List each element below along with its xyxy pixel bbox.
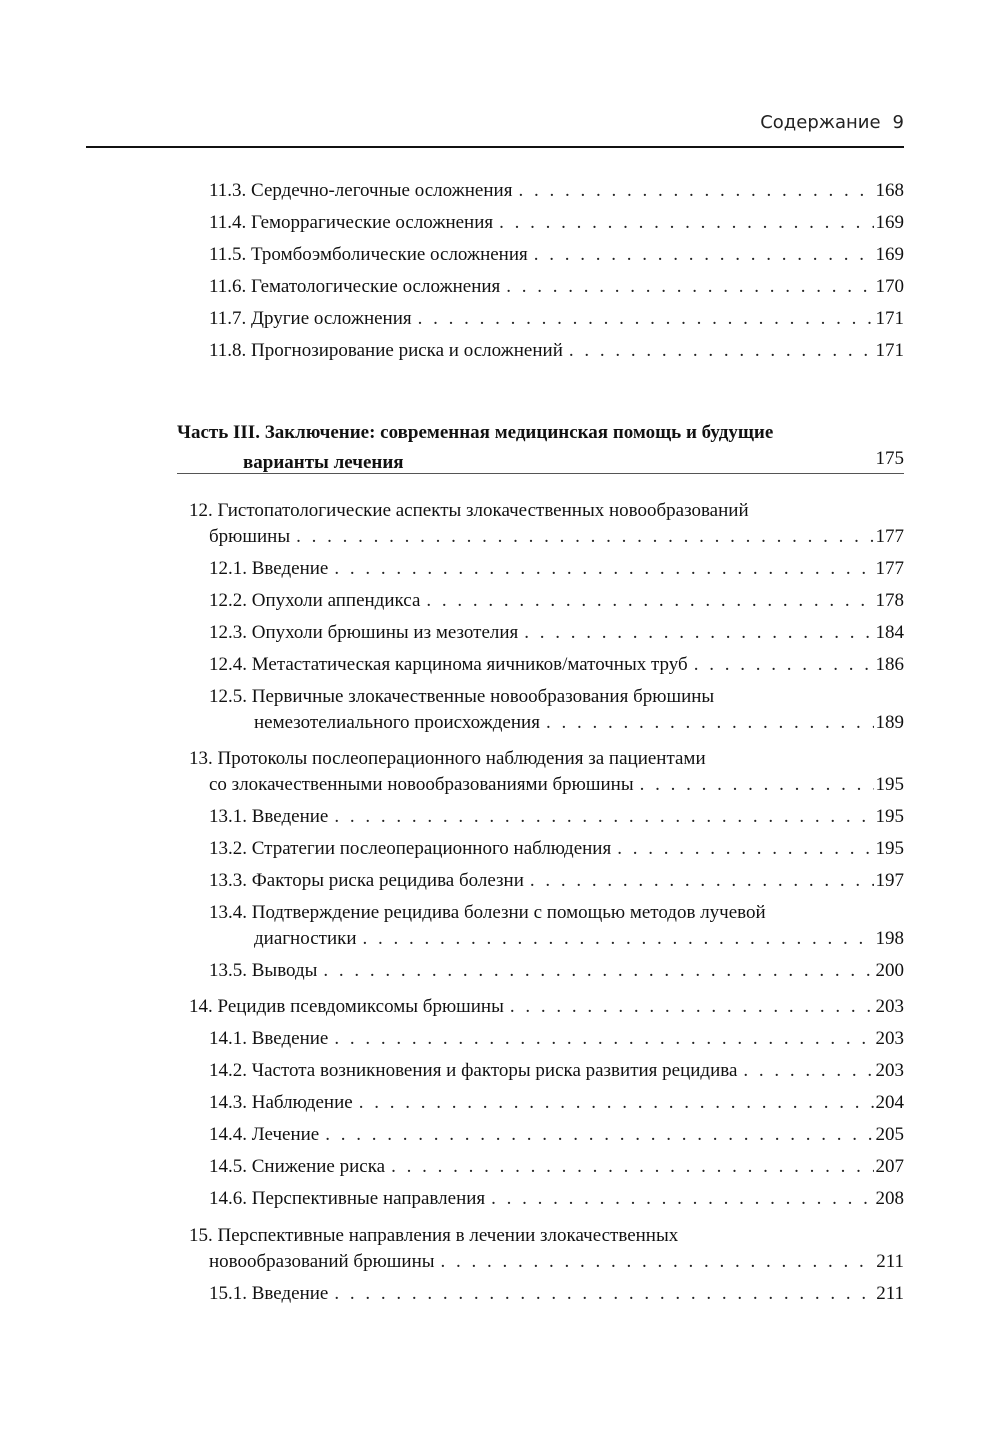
toc-entry-page: 205	[875, 1124, 904, 1145]
toc-entry-label: 13.4. Подтверждение рецидива болезни с помощью методов лучевой	[209, 902, 766, 923]
toc-entry-label: 12.3. Опухоли брюшины из мезотелия	[209, 622, 519, 643]
toc-entry-label: 11.3. Сердечно-легочные осложнения	[209, 180, 513, 201]
chapter-entry-14	[189, 994, 904, 1020]
leader-dots	[426, 588, 873, 614]
toc-entry	[209, 588, 904, 614]
toc-entry-page: 204	[875, 1092, 904, 1113]
chapter-title-13: 13. Протоколы послеоперационного наблюдения за пациентами	[189, 748, 706, 769]
toc-entry-label: 13.2. Стратегии послеоперационного наблюдения	[209, 838, 612, 859]
leader-dots	[499, 210, 873, 236]
toc-entry-label: диагностики	[254, 928, 357, 949]
leader-dots	[546, 710, 874, 736]
leader-dots	[491, 1186, 873, 1212]
toc-entry	[209, 210, 904, 236]
toc-entry-page: 207	[875, 1156, 904, 1177]
leader-dots	[334, 1281, 874, 1307]
toc-entry-page: 195	[875, 806, 904, 827]
leader-dots	[323, 958, 873, 984]
toc-entry-label: 11.8. Прогнозирование риска и осложнений	[209, 340, 563, 361]
leader-dots	[334, 804, 873, 830]
toc-entry	[209, 804, 904, 830]
toc-entry-label: новообразований брюшины	[209, 1251, 435, 1272]
toc-entry-label: 15.1. Введение	[209, 1283, 329, 1304]
toc-entry	[209, 620, 904, 646]
toc-entry-label: 14.4. Лечение	[209, 1124, 320, 1145]
toc-entry	[209, 1186, 904, 1212]
toc-entry	[209, 274, 904, 300]
leader-dots	[363, 926, 874, 952]
leader-dots	[534, 242, 874, 268]
toc-entry-label: 14.6. Перспективные направления	[209, 1188, 486, 1209]
toc-entry-page: 203	[875, 1060, 904, 1081]
toc-entry-page: 168	[875, 180, 904, 201]
toc-entry-label: 11.5. Тромбоэмболические осложнения	[209, 244, 528, 265]
toc-entry-page: 208	[875, 1188, 904, 1209]
header-rule	[86, 146, 904, 148]
toc-entry	[209, 958, 904, 984]
toc-entry	[209, 178, 904, 204]
toc-entry	[209, 1058, 904, 1084]
leader-dots	[296, 524, 873, 550]
part-page: 175	[875, 448, 904, 469]
toc-entry	[209, 772, 904, 798]
toc-entry-label: 12.5. Первичные злокачественные новообразования брюшины	[209, 686, 715, 707]
toc-entry-page: 189	[875, 712, 904, 733]
leader-dots	[325, 1122, 873, 1148]
leader-dots	[524, 620, 873, 646]
leader-dots	[518, 178, 873, 204]
leader-dots	[391, 1154, 873, 1180]
toc-entry	[209, 306, 904, 332]
toc-entry-label: 12.1. Введение	[209, 558, 329, 579]
toc-entry-page: 186	[875, 654, 904, 675]
toc-entry	[209, 1249, 904, 1275]
chapter-title-12: 12. Гистопатологические аспекты злокачественных новообразований	[189, 500, 749, 521]
toc-entry-label: 11.7. Другие осложнения	[209, 308, 412, 329]
toc-entry-label: 13.5. Выводы	[209, 960, 318, 981]
part-title	[177, 418, 773, 478]
part-rule	[177, 473, 904, 474]
leader-dots	[334, 556, 873, 582]
toc-entry	[254, 926, 904, 952]
leader-dots	[530, 868, 874, 894]
toc-entry-label: 14.5. Снижение риска	[209, 1156, 386, 1177]
toc-entry	[209, 868, 904, 894]
toc-entry-page: 171	[875, 340, 904, 361]
toc-entry-page: 211	[876, 1251, 904, 1272]
leader-dots	[441, 1249, 875, 1275]
toc-entry-label: 11.4. Геморрагические осложнения	[209, 212, 494, 233]
toc-entry-label: 14. Рецидив псевдомиксомы брюшины	[189, 996, 504, 1017]
toc-entry-label: 12.2. Опухоли аппендикса	[209, 590, 421, 611]
part-title-line: варианты лечения	[243, 452, 404, 473]
toc-entry	[209, 338, 904, 364]
running-header-title: Содержание	[760, 112, 881, 133]
leader-dots	[334, 1026, 873, 1052]
leader-dots	[359, 1090, 874, 1116]
toc-entry-label: 13.1. Введение	[209, 806, 329, 827]
toc-entry-page: 178	[875, 590, 904, 611]
toc-entry-page: 197	[875, 870, 904, 891]
toc-entry	[209, 1026, 904, 1052]
toc-entry	[209, 524, 904, 550]
toc-entry-label: брюшины	[209, 526, 291, 547]
toc-entry-label: 11.6. Гематологические осложнения	[209, 276, 501, 297]
toc-entry-label: 13.3. Факторы риска рецидива болезни	[209, 870, 524, 891]
toc-entry	[209, 1090, 904, 1116]
toc-entry-page: 171	[875, 308, 904, 329]
toc-entry-label: 12.4. Метастатическая карцинома яичников/маточных труб	[209, 654, 688, 675]
part-title-line: Часть III. Заключение: современная медицинская помощь и будущие	[177, 422, 774, 443]
toc-entry-label: 14.2. Частота возникновения и факторы риска развития рецидива	[209, 1060, 738, 1081]
toc-entry	[209, 652, 904, 678]
toc-entry	[209, 836, 904, 862]
leader-dots	[617, 836, 873, 862]
toc-entry-page: 195	[875, 838, 904, 859]
toc-entry-page: 170	[875, 276, 904, 297]
page-number: 9	[892, 112, 904, 133]
toc-entry-page: 195	[875, 774, 904, 795]
chapter-title-15: 15. Перспективные направления в лечении злокачественных	[189, 1225, 679, 1246]
toc-entry-page: 169	[875, 244, 904, 265]
toc-entry-page: 200	[875, 960, 904, 981]
toc-entry-label: немезотелиального происхождения	[254, 712, 540, 733]
toc-entry	[209, 1281, 904, 1307]
leader-dots	[694, 652, 874, 678]
leader-dots	[418, 306, 874, 332]
toc-entry-label: 14.3. Наблюдение	[209, 1092, 353, 1113]
toc-entry-page: 184	[875, 622, 904, 643]
running-header	[86, 112, 904, 133]
leader-dots	[743, 1058, 873, 1084]
toc-entry	[209, 242, 904, 268]
toc-entry	[209, 1122, 904, 1148]
leader-dots	[569, 338, 874, 364]
toc-entry-label: 14.1. Введение	[209, 1028, 329, 1049]
leader-dots	[506, 274, 873, 300]
toc-entry	[254, 710, 904, 736]
toc-entry-page: 177	[875, 558, 904, 579]
toc-entry	[209, 556, 904, 582]
toc-entry-page: 203	[875, 1028, 904, 1049]
leader-dots	[510, 994, 874, 1020]
toc-entry-label: со злокачественными новообразованиями брюшины	[209, 774, 634, 795]
toc-entry	[209, 1154, 904, 1180]
toc-entry-page: 211	[876, 1283, 904, 1304]
toc-entry-page: 177	[875, 526, 904, 547]
toc-entry-page: 198	[875, 928, 904, 949]
leader-dots	[640, 772, 874, 798]
toc-entry-page: 203	[875, 996, 904, 1017]
toc-entry-page: 169	[875, 212, 904, 233]
